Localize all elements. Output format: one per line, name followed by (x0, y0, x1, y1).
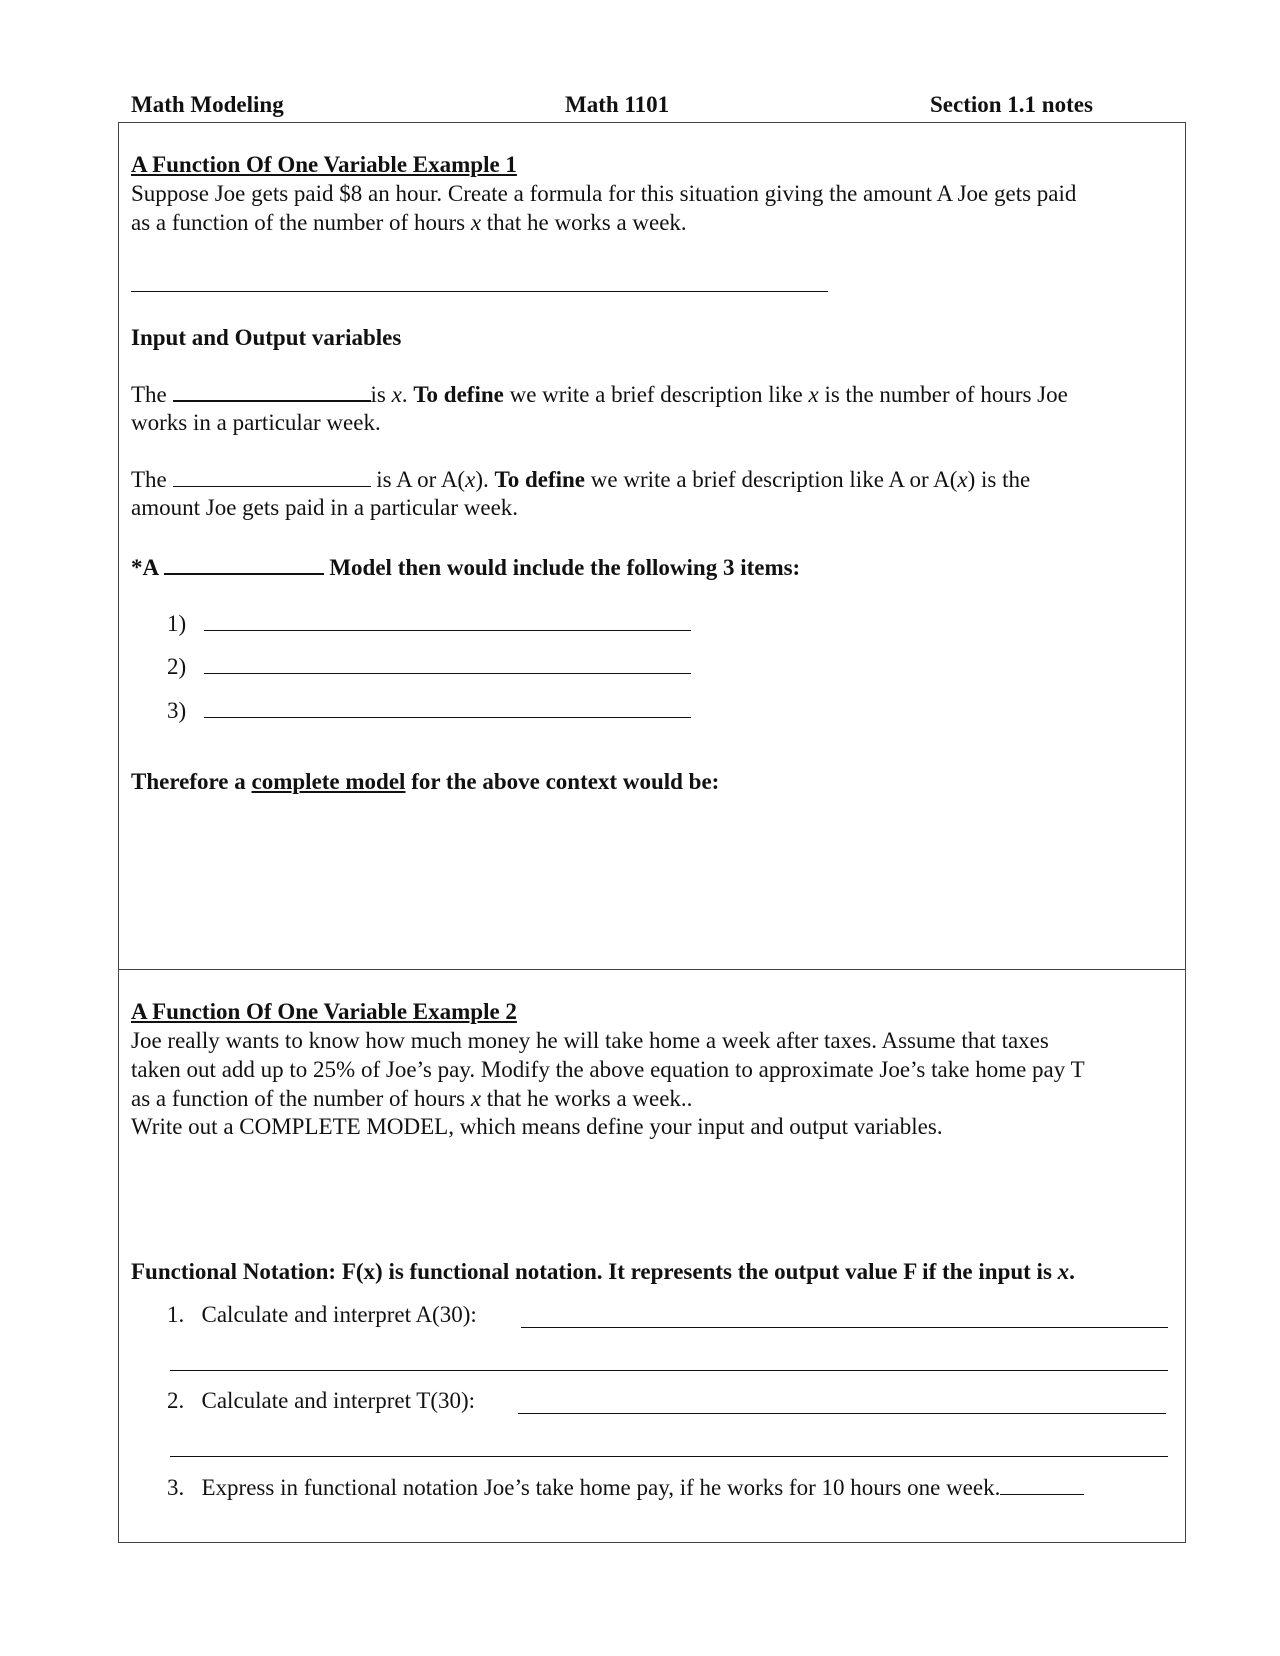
example2-text-line4: Write out a COMPLETE MODEL, which means define your input and output variables. (131, 1114, 943, 1139)
model-heading: *A Model then would include the following 3 items: (131, 555, 801, 580)
question-2-answer-line-2[interactable] (170, 1456, 1168, 1457)
example2-text-line2: taken out add up to 25% of Joe’s pay. Modify the above equation to approximate Joe’s take home pay T (131, 1057, 1085, 1082)
model-item-2: 2) (167, 653, 691, 681)
model-type-blank[interactable] (164, 553, 324, 575)
example1-box (118, 122, 1186, 970)
question-3: 3. Express in functional notation Joe’s take home pay, if he works for 10 hours one week. (167, 1474, 1084, 1502)
input-variable-line: The is x. To define we write a brief description like x is the number of hours Joe (131, 382, 1068, 407)
model-item-2-blank[interactable] (204, 653, 691, 674)
output-variable-line2: amount Joe gets paid in a particular week. (131, 495, 519, 520)
example1-title: A Function Of One Variable Example 1 (131, 152, 517, 177)
io-heading: Input and Output variables (131, 325, 402, 350)
question-2: 2. Calculate and interpret T(30): (167, 1388, 476, 1413)
example2-text-line1: Joe really wants to know how much money he will take home a week after taxes. Assume that taxes (131, 1028, 1049, 1053)
input-variable-line2: works in a particular week. (131, 410, 381, 435)
question-1-answer-line-2[interactable] (170, 1370, 1168, 1371)
formula-answer-line[interactable] (131, 291, 828, 292)
course-name: Math Modeling (131, 92, 284, 117)
question-2-answer-line-1[interactable] (518, 1413, 1166, 1414)
model-item-3: 3) (167, 697, 691, 725)
model-item-3-blank[interactable] (204, 697, 691, 718)
course-number: Math 1101 (565, 92, 670, 117)
question-1-answer-line-1[interactable] (521, 1327, 1168, 1328)
example2-title: A Function Of One Variable Example 2 (131, 999, 517, 1024)
section-title: Section 1.1 notes (930, 92, 1093, 117)
model-item-1: 1) (167, 610, 691, 638)
functional-notation-heading: Functional Notation: F(x) is functional notation. It represents the output value F if the input is x. (131, 1259, 1075, 1284)
model-item-1-blank[interactable] (204, 610, 691, 631)
question-3-blank[interactable] (1000, 1474, 1084, 1495)
example1-text-line1: Suppose Joe gets paid $8 an hour. Create a formula for this situation giving the amount A Joe gets paid (131, 181, 1077, 206)
question-1: 1. Calculate and interpret A(30): (167, 1302, 477, 1327)
output-variable-blank[interactable] (173, 466, 371, 487)
output-variable-line: The is A or A(x). To define we write a brief description like A or A(x) is the (131, 467, 1031, 492)
complete-model-heading: Therefore a complete model for the above context would be: (131, 769, 720, 794)
example1-text-line2: as a function of the number of hours x that he works a week. (131, 210, 687, 235)
example2-text-line3: as a function of the number of hours x that he works a week.. (131, 1086, 693, 1111)
input-variable-blank[interactable] (173, 380, 371, 402)
